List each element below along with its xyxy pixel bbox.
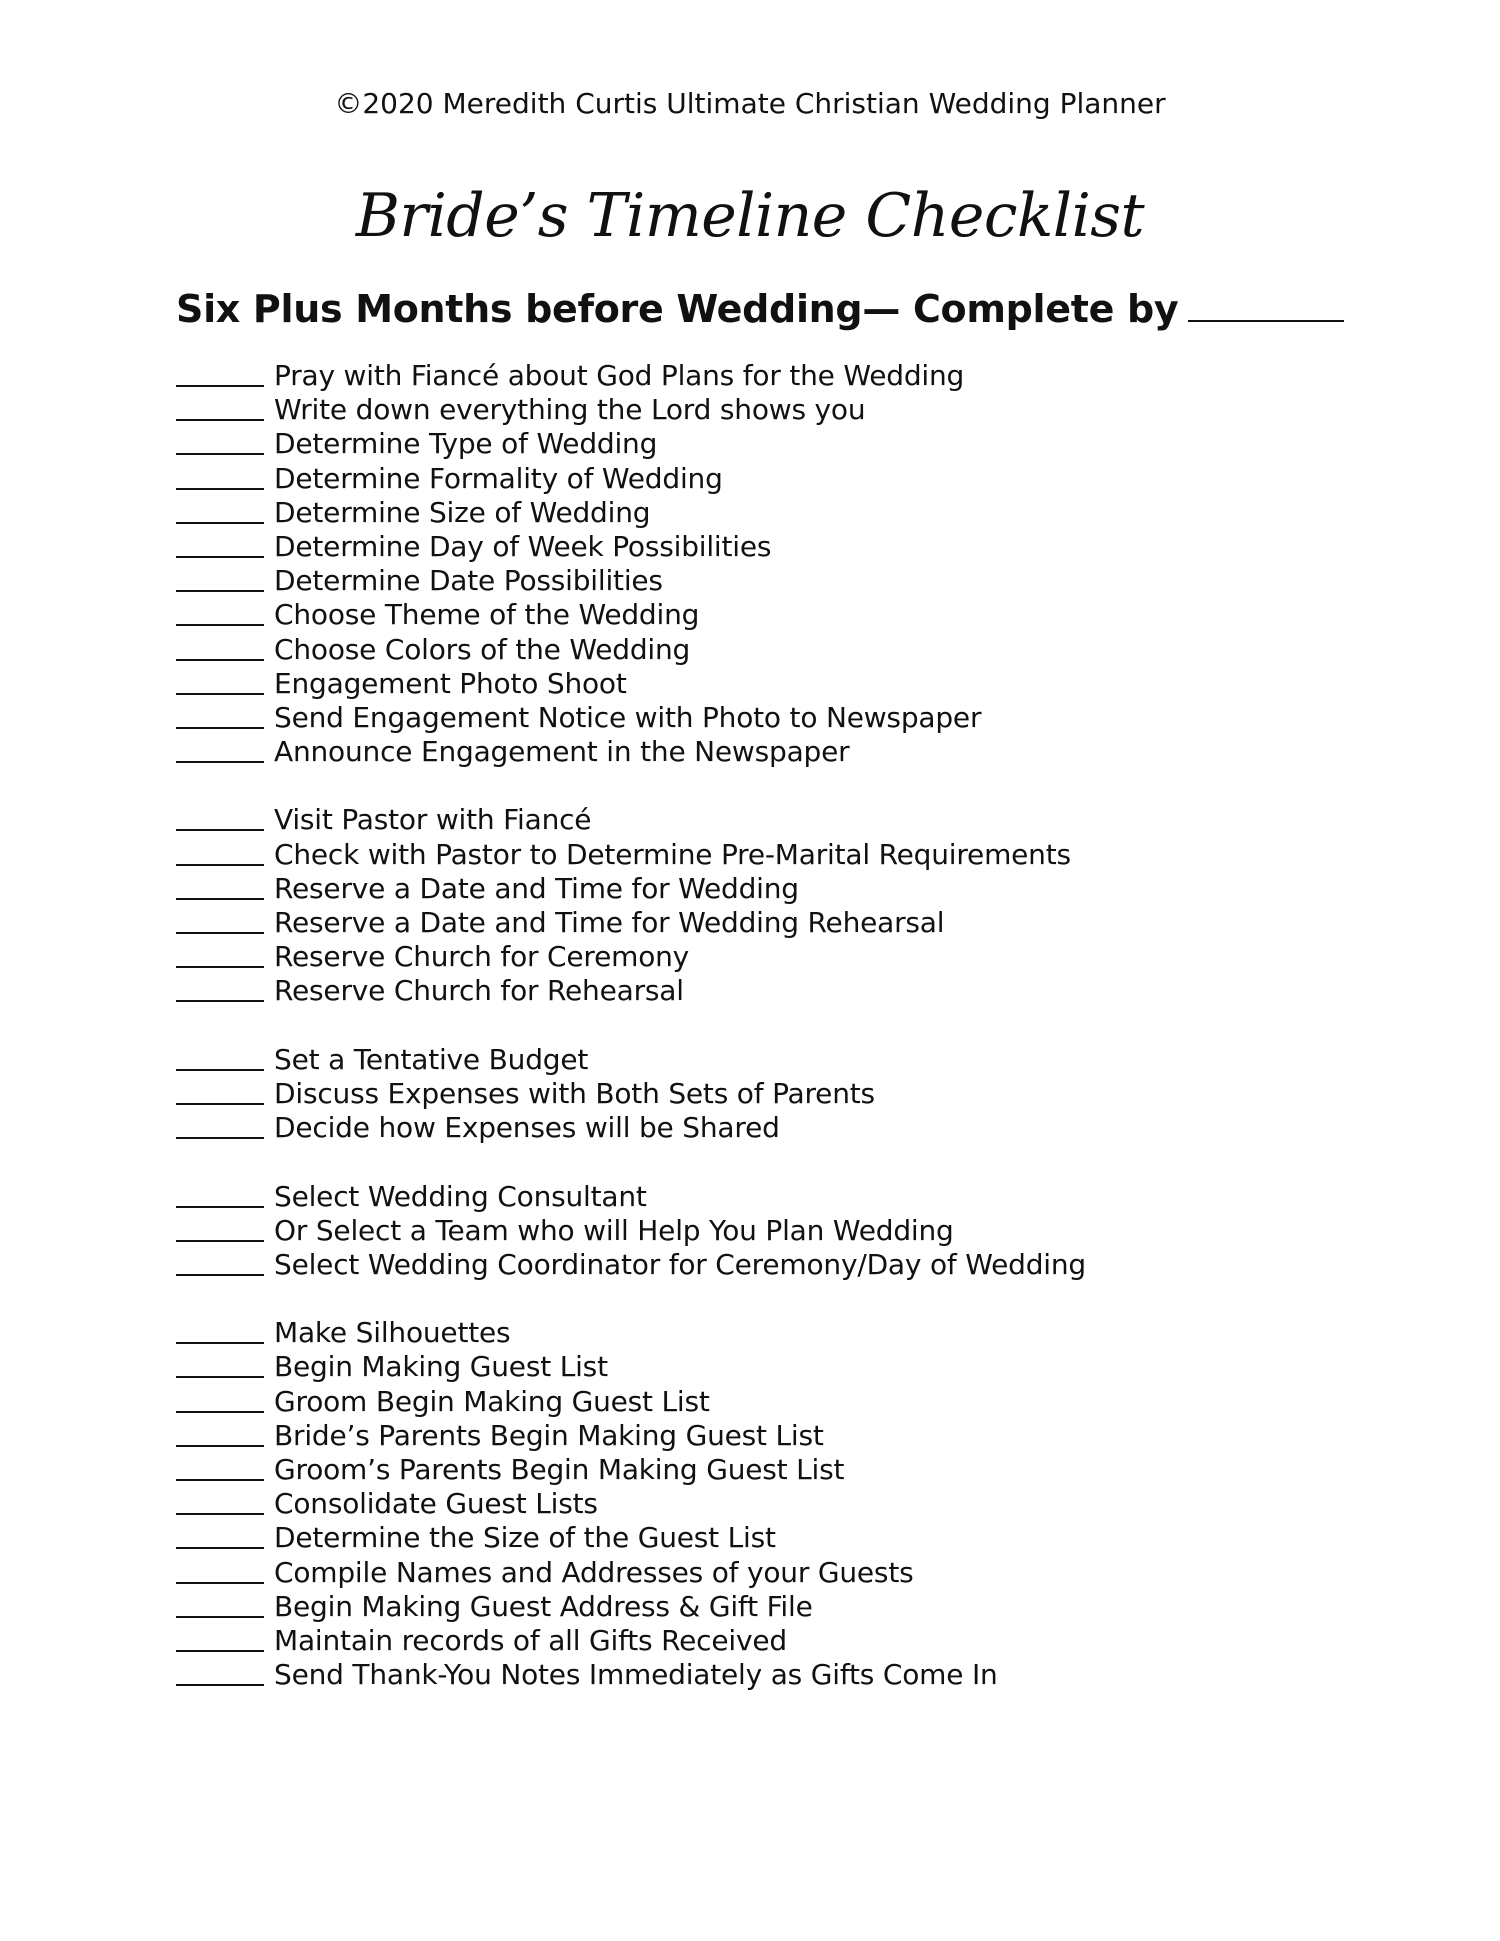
- checkoff-blank-line: [176, 1069, 264, 1071]
- page-title: Bride’s Timeline Checklist: [355, 181, 1145, 251]
- checklist-item-label: Determine the Size of the Guest List: [274, 1521, 776, 1555]
- checklist-item-label: Send Engagement Notice with Photo to Newspaper: [274, 700, 982, 734]
- checklist-group: [176, 1316, 1376, 1692]
- checklist-item-label: Begin Making Guest Address & Gift File: [274, 1589, 813, 1623]
- checklist-item: [176, 496, 1376, 530]
- checkoff-blank-line: [176, 1650, 264, 1652]
- checklist-item-label: Maintain records of all Gifts Received: [274, 1623, 787, 1657]
- checkoff-blank-line: [176, 966, 264, 968]
- checklist-item-label: Compile Names and Addresses of your Guests: [274, 1555, 914, 1589]
- checklist-item-label: Discuss Expenses with Both Sets of Parents: [274, 1076, 875, 1110]
- checklist-item: [176, 564, 1376, 598]
- checklist-item: [176, 1590, 1376, 1624]
- checkoff-blank-line: [176, 1411, 264, 1413]
- section-heading-text: Six Plus Months before Wedding— Complete by: [176, 287, 1179, 331]
- checklist-item-label: Send Thank-You Notes Immediately as Gifts Come In: [274, 1658, 998, 1692]
- checklist-item-label: Make Silhouettes: [274, 1316, 511, 1350]
- checkoff-blank-line: [176, 1547, 264, 1549]
- checklist-item: [176, 359, 1376, 393]
- checklist-item: [176, 1180, 1376, 1214]
- checklist-item: [176, 633, 1376, 667]
- checklist-item: [176, 838, 1376, 872]
- checklist-item-label: Bride’s Parents Begin Making Guest List: [274, 1418, 824, 1452]
- checklist-item: [176, 1316, 1376, 1350]
- checklist-item-label: Or Select a Team who will Help You Plan Wedding: [274, 1213, 954, 1247]
- checkoff-blank-line: [176, 1274, 264, 1276]
- checklist-item-label: Begin Making Guest List: [274, 1350, 608, 1384]
- checklist-group: [176, 1043, 1376, 1146]
- checklist-item: [176, 667, 1376, 701]
- checkoff-blank-line: [176, 1479, 264, 1481]
- checkoff-blank-line: [176, 1582, 264, 1584]
- checklist-item: [176, 803, 1376, 837]
- checklist-item: [176, 462, 1376, 496]
- checklist-item: [176, 1350, 1376, 1384]
- checklist: [176, 359, 1376, 1727]
- checklist-item-label: Groom Begin Making Guest List: [274, 1384, 710, 1418]
- checklist-item-label: Reserve a Date and Time for Wedding: [274, 871, 799, 905]
- checkoff-blank-line: [176, 1206, 264, 1208]
- checklist-item: [176, 906, 1376, 940]
- checklist-item: [176, 393, 1376, 427]
- checkoff-blank-line: [176, 556, 264, 558]
- checklist-item: [176, 1077, 1376, 1111]
- checkoff-blank-line: [176, 1103, 264, 1105]
- checklist-item-label: Consolidate Guest Lists: [274, 1487, 598, 1521]
- checklist-item: [176, 974, 1376, 1008]
- checklist-item-label: Select Wedding Consultant: [274, 1179, 647, 1213]
- checklist-item: [176, 1556, 1376, 1590]
- checkoff-blank-line: [176, 590, 264, 592]
- checklist-item-label: Visit Pastor with Fiancé: [274, 803, 592, 837]
- checklist-item-label: Reserve a Date and Time for Wedding Rehearsal: [274, 906, 945, 939]
- checkoff-blank-line: [176, 453, 264, 455]
- checklist-item: [176, 701, 1376, 735]
- checkoff-blank-line: [176, 829, 264, 831]
- checklist-item: [176, 872, 1376, 906]
- checkoff-blank-line: [176, 1445, 264, 1447]
- checklist-item: [176, 1248, 1376, 1282]
- checkoff-blank-line: [176, 624, 264, 626]
- checkoff-blank-line: [176, 1513, 264, 1515]
- section-heading: [176, 281, 1344, 337]
- checkoff-blank-line: [176, 419, 264, 421]
- checklist-item: [176, 940, 1376, 974]
- checklist-item-label: Set a Tentative Budget: [274, 1042, 589, 1076]
- checklist-item-label: Determine Day of Week Possibilities: [274, 529, 772, 563]
- checklist-item: [176, 1521, 1376, 1555]
- checkoff-blank-line: [176, 932, 264, 934]
- copyright-line: ©2020 Meredith Curtis Ultimate Christian Wedding Planner: [334, 87, 1166, 120]
- checklist-item-label: Choose Colors of the Wedding: [274, 632, 691, 666]
- checklist-item: [176, 598, 1376, 632]
- complete-by-blank: [1188, 320, 1344, 322]
- checklist-item-label: Choose Theme of the Wedding: [274, 598, 700, 632]
- checkoff-blank-line: [176, 1616, 264, 1618]
- checklist-item-label: Groom’s Parents Begin Making Guest List: [274, 1453, 845, 1486]
- checkoff-blank-line: [176, 693, 264, 695]
- checkoff-blank-line: [176, 898, 264, 900]
- checklist-item: [176, 530, 1376, 564]
- checklist-item: [176, 427, 1376, 461]
- checkoff-blank-line: [176, 1342, 264, 1344]
- checkoff-blank-line: [176, 1684, 264, 1686]
- checklist-item-label: Determine Formality of Wedding: [274, 461, 723, 495]
- checklist-item-label: Write down everything the Lord shows you: [274, 393, 866, 427]
- checkoff-blank-line: [176, 659, 264, 661]
- checklist-item: [176, 1624, 1376, 1658]
- checklist-item-label: Select Wedding Coordinator for Ceremony/Day of Wedding: [274, 1247, 1086, 1281]
- checklist-item: [176, 1419, 1376, 1453]
- checkoff-blank-line: [176, 1000, 264, 1002]
- checklist-item-label: Determine Type of Wedding: [274, 427, 658, 461]
- checkoff-blank-line: [176, 864, 264, 866]
- checklist-item: [176, 1214, 1376, 1248]
- checklist-item-label: Reserve Church for Rehearsal: [274, 974, 684, 1008]
- checklist-item-label: Decide how Expenses will be Shared: [274, 1111, 780, 1145]
- checkoff-blank-line: [176, 1240, 264, 1242]
- checkoff-blank-line: [176, 488, 264, 490]
- checklist-item: [176, 1658, 1376, 1692]
- checklist-item-label: Determine Date Possibilities: [274, 564, 663, 598]
- checklist-group: [176, 803, 1376, 1008]
- checklist-item: [176, 1111, 1376, 1145]
- checklist-item: [176, 1487, 1376, 1521]
- checklist-item-label: Pray with Fiancé about God Plans for the Wedding: [274, 359, 965, 392]
- checkoff-blank-line: [176, 522, 264, 524]
- checklist-item-label: Engagement Photo Shoot: [274, 666, 627, 700]
- checklist-group: [176, 1180, 1376, 1283]
- checklist-item-label: Announce Engagement in the Newspaper: [274, 735, 850, 769]
- checklist-item: [176, 1385, 1376, 1419]
- checklist-item-label: Check with Pastor to Determine Pre-Marital Requirements: [274, 837, 1071, 871]
- checklist-group: [176, 359, 1376, 769]
- checklist-item-label: Determine Size of Wedding: [274, 495, 651, 529]
- checklist-item: [176, 735, 1376, 769]
- checklist-item-label: Reserve Church for Ceremony: [274, 940, 690, 974]
- checklist-item: [176, 1453, 1376, 1487]
- checkoff-blank-line: [176, 1376, 264, 1378]
- checkoff-blank-line: [176, 761, 264, 763]
- checkoff-blank-line: [176, 385, 264, 387]
- checkoff-blank-line: [176, 727, 264, 729]
- checklist-item: [176, 1043, 1376, 1077]
- checkoff-blank-line: [176, 1137, 264, 1139]
